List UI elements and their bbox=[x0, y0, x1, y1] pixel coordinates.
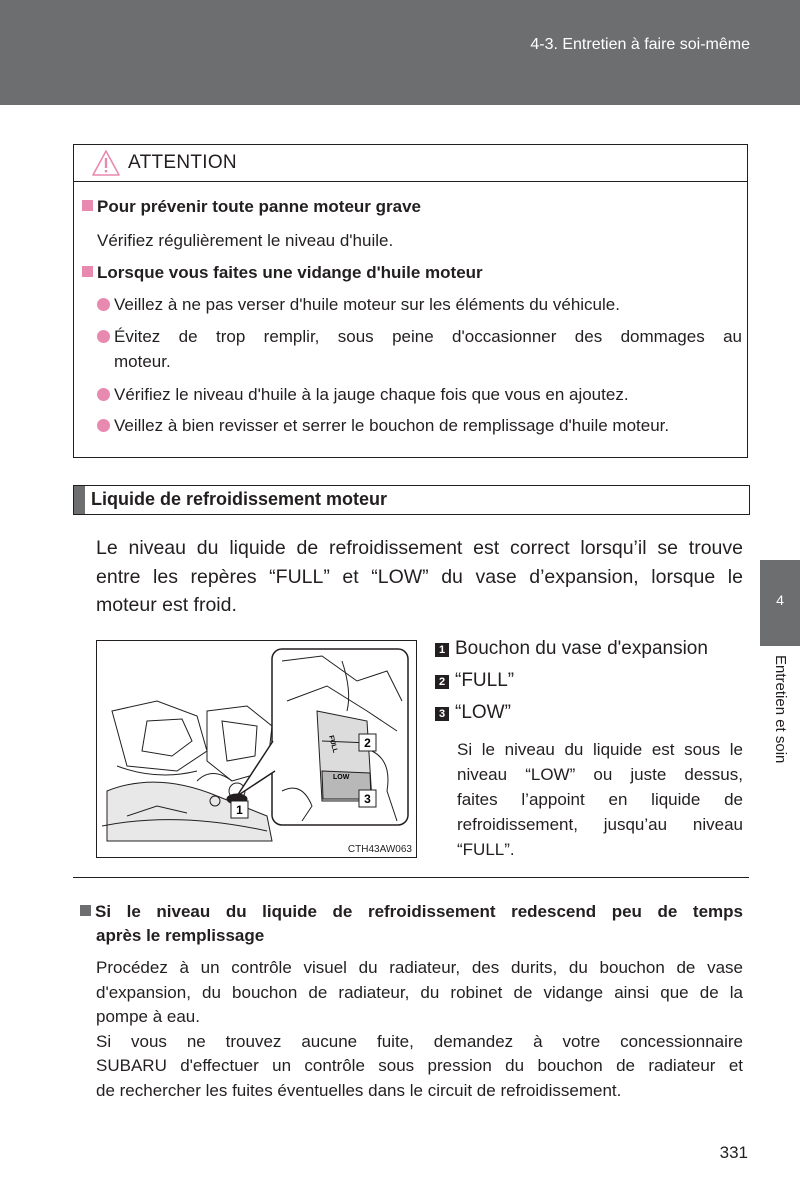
full-marker-label: FULL bbox=[327, 734, 339, 754]
subsection-body bbox=[96, 956, 743, 1103]
attention-box bbox=[73, 144, 748, 458]
attention-title: ATTENTION bbox=[128, 152, 237, 173]
low-marker-label: LOW bbox=[333, 774, 350, 781]
attention-heading-2: Lorsque vous faites une vidange d'huile moteur bbox=[82, 263, 483, 283]
attention-bullet-4: Veillez à bien revisser et serrer le bouchon de remplissage d'huile moteur. bbox=[97, 413, 742, 438]
round-bullet-icon bbox=[97, 419, 110, 432]
attention-bullet-2: Évitez de trop remplir, sous peine d'occasionner des dommages au bbox=[97, 324, 742, 349]
attention-bullet-1: Veillez à ne pas verser d'huile moteur sur les éléments du véhicule. bbox=[97, 292, 742, 317]
section-header: 4-3. Entretien à faire soi-même bbox=[530, 36, 750, 53]
body-line: pompe à eau. bbox=[96, 1007, 200, 1026]
square-bullet-icon bbox=[80, 905, 91, 916]
attention-bullet-3: Vérifiez le niveau d'huile à la jauge chaque fois que vous en ajoutez. bbox=[97, 382, 742, 407]
legend-item-3: 3 “LOW” bbox=[435, 702, 511, 724]
legend-number-3: 3 bbox=[435, 707, 449, 721]
section-divider bbox=[73, 877, 749, 878]
engine-bay-illustration bbox=[96, 640, 417, 858]
top-header-bar bbox=[0, 0, 800, 105]
warning-triangle-icon bbox=[91, 149, 121, 177]
body-line: SUBARU d'effectuer un contrôle sous pression du bouchon de radiateur et bbox=[96, 1056, 743, 1075]
subsection-heading-line: Si le niveau du liquide de refroidissement redescend peu de temps bbox=[80, 900, 743, 924]
attention-bullet-2-cont: moteur. bbox=[114, 352, 171, 371]
attention-header bbox=[74, 145, 747, 182]
note-line: refroidissement, jusqu’au niveau bbox=[457, 815, 743, 834]
square-bullet-icon bbox=[82, 266, 93, 277]
subsection-heading-line: après le remplissage bbox=[96, 926, 265, 945]
note-line: “FULL”. bbox=[457, 840, 515, 859]
legend-item-1: 1 Bouchon du vase d'expansion bbox=[435, 638, 708, 660]
chapter-tab-label: Entretien et soin bbox=[772, 655, 789, 764]
legend-item-2: 2 “FULL” bbox=[435, 670, 514, 692]
note-line: Si le niveau du liquide est sous le bbox=[457, 740, 743, 759]
body-line: Procédez à un contrôle visuel du radiateur, des durits, du bouchon de vase bbox=[96, 958, 743, 977]
heading-accent-bar bbox=[74, 486, 85, 514]
intro-line: Le niveau du liquide de refroidissement est correct lorsqu’il se trouve bbox=[96, 537, 743, 559]
callout-2: 2 bbox=[364, 736, 371, 750]
intro-line: moteur est froid. bbox=[96, 594, 237, 616]
square-bullet-icon bbox=[82, 200, 93, 211]
note-line: faites l’appoint en liquide de bbox=[457, 790, 743, 809]
body-line: de rechercher les fuites éventuelles dans le circuit de refroidissement. bbox=[96, 1080, 622, 1100]
round-bullet-icon bbox=[97, 330, 110, 343]
body-line: Si vous ne trouvez aucune fuite, demandez à votre concessionnaire bbox=[96, 1031, 743, 1051]
coolant-note bbox=[457, 737, 743, 862]
chapter-tab: 4 bbox=[760, 560, 800, 646]
coolant-section-title: Liquide de refroidissement moteur bbox=[91, 489, 388, 509]
note-line: niveau “LOW” ou juste dessus, bbox=[457, 765, 743, 784]
figure-code: CTH43AW063 bbox=[347, 844, 412, 855]
legend-number-1: 1 bbox=[435, 643, 449, 657]
round-bullet-icon bbox=[97, 298, 110, 311]
callout-1: 1 bbox=[236, 803, 243, 817]
attention-heading-1: Pour prévenir toute panne moteur grave bbox=[82, 197, 421, 217]
round-bullet-icon bbox=[97, 388, 110, 401]
coolant-section-heading bbox=[73, 485, 750, 515]
attention-text-1: Vérifiez régulièrement le niveau d'huile. bbox=[97, 231, 394, 250]
callout-3: 3 bbox=[364, 792, 371, 806]
page-number: 331 bbox=[719, 1143, 748, 1162]
intro-line: entre les repères “FULL” et “LOW” du vase d’expansion, lorsque le bbox=[96, 565, 743, 588]
coolant-intro bbox=[96, 534, 743, 620]
engine-bay-drawing bbox=[97, 641, 416, 857]
body-line: d'expansion, du bouchon de radiateur, du robinet de vidange ainsi que de la bbox=[96, 982, 743, 1002]
subsection-heading bbox=[80, 900, 743, 948]
legend-number-2: 2 bbox=[435, 675, 449, 689]
